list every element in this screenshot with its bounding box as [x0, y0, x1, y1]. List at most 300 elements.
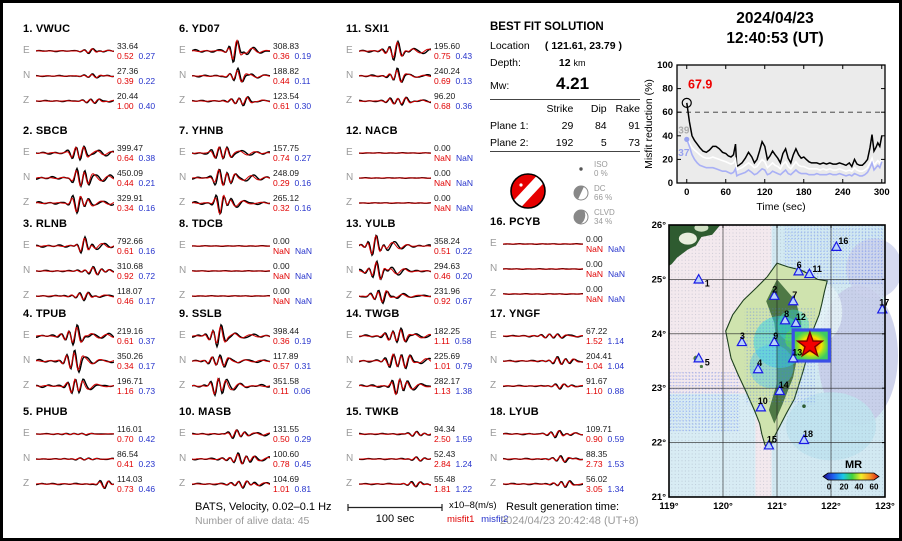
component-values — [117, 326, 155, 346]
component-values — [117, 236, 155, 256]
component-values — [273, 41, 311, 61]
station-header: 4. TPUB — [23, 308, 67, 320]
plane1-label: Plane 1: — [490, 119, 529, 132]
event-time: 12:40:53 (UT) — [726, 30, 824, 48]
amplitude-value: 195.60 — [434, 40, 460, 51]
misfit1-value: 0.61 — [273, 100, 290, 111]
waveform-plot — [192, 165, 270, 191]
waveform-plot — [192, 421, 270, 447]
svg-text:122°: 122° — [821, 501, 841, 512]
best-fit-title: BEST FIT SOLUTION — [490, 21, 604, 33]
svg-text:123°: 123° — [875, 501, 895, 512]
component-values — [434, 66, 472, 86]
misfit2-value: 0.19 — [294, 335, 312, 346]
component-row-e — [179, 323, 311, 348]
component-label: N — [179, 355, 187, 366]
misfit2-value: 0.37 — [138, 335, 156, 346]
station-header: 10. MASB — [179, 406, 232, 418]
event-date: 2024/04/23 — [736, 10, 814, 27]
annotation-37: 37 — [678, 147, 690, 159]
amplitude-value: 88.35 — [586, 448, 608, 459]
misfit1-value: NaN — [434, 177, 452, 188]
svg-text:0: 0 — [667, 178, 673, 189]
misfit1-value: 0.36 — [273, 50, 290, 61]
amplitude-value: 0.00 — [273, 260, 290, 271]
amplitude-value: 225.69 — [434, 350, 460, 361]
station-panel-pcyb — [490, 216, 625, 306]
misfit1-value: NaN — [586, 243, 604, 254]
component-label: N — [179, 172, 187, 183]
component-values — [273, 326, 311, 346]
amplitude-value: 350.26 — [117, 350, 143, 361]
component-values — [117, 261, 155, 281]
misfit2-legend: misfit2 — [481, 514, 509, 525]
component-values — [117, 168, 155, 188]
misfit2-value: 0.27 — [294, 152, 312, 163]
misfit2-value: 0.81 — [294, 483, 312, 494]
misfit2-value: 1.24 — [455, 458, 473, 469]
misfit1-value: 0.11 — [273, 385, 289, 396]
component-row-e — [23, 421, 155, 446]
misfit1-value: 0.36 — [273, 335, 290, 346]
component-label: E — [346, 428, 353, 439]
component-values — [434, 261, 472, 281]
component-label: Z — [346, 290, 353, 301]
component-values — [434, 91, 472, 111]
waveform-plot — [36, 471, 114, 497]
station-panel-yd07 — [179, 23, 311, 113]
misfit2-value: 0.06 — [293, 385, 311, 396]
component-label: E — [490, 330, 497, 341]
dc-label: DC — [594, 184, 606, 193]
amplitude-value: 219.16 — [117, 325, 143, 336]
station-panel-rlnb — [23, 218, 155, 308]
component-values — [586, 284, 625, 304]
component-values — [434, 474, 472, 494]
event-datetime-title — [651, 9, 899, 49]
component-label: E — [490, 238, 497, 249]
station-header: 17. YNGF — [490, 308, 541, 320]
amplitude-value: 157.75 — [273, 142, 299, 153]
component-row-e — [490, 231, 625, 256]
component-values — [434, 168, 473, 188]
mr-colorbar — [823, 473, 879, 480]
component-label: N — [23, 355, 31, 366]
misfit1-value: 0.61 — [117, 335, 134, 346]
misfit2-value: NaN — [295, 295, 313, 306]
misfit1-value: 0.68 — [434, 100, 451, 111]
component-label: Z — [23, 478, 30, 489]
dc-pct: 66 % — [594, 193, 613, 202]
component-values — [273, 474, 311, 494]
station-header: 15. TWKB — [346, 406, 399, 418]
result-time-label: Result generation time: — [506, 501, 620, 513]
misfit2-value: 0.16 — [138, 202, 156, 213]
component-values — [586, 474, 624, 494]
strike-header: Strike — [546, 102, 574, 115]
misfit1-value: 1.01 — [434, 360, 451, 371]
annotation-67.9: 67.9 — [688, 77, 713, 92]
component-row-z — [179, 283, 312, 308]
misfit2-value: 0.38 — [138, 152, 156, 163]
component-row-n — [346, 258, 472, 283]
y-axis-label: Misfit reduction (%) — [643, 79, 655, 169]
station-header: 5. PHUB — [23, 406, 68, 418]
component-row-e — [179, 140, 311, 165]
mw-label: Mw: — [490, 80, 510, 92]
misfit2-value: NaN — [456, 177, 474, 188]
waveform-plot — [503, 421, 583, 447]
waveform-plot — [192, 258, 270, 284]
misfit1-value: 0.44 — [117, 177, 134, 188]
x-axis-label: Time (sec) — [756, 201, 806, 213]
component-row-n — [490, 256, 625, 281]
misfit1-value: 2.73 — [586, 458, 603, 469]
svg-text:25°: 25° — [651, 274, 666, 286]
component-row-z — [23, 373, 155, 398]
component-label: N — [490, 355, 498, 366]
waveform-plot — [36, 233, 114, 259]
component-row-z — [490, 471, 624, 496]
amplitude-value: 399.47 — [117, 142, 143, 153]
misfit2-value: 0.13 — [455, 75, 473, 86]
misfit2-value: 0.72 — [138, 270, 156, 281]
waveform-plot — [503, 256, 583, 282]
component-values — [117, 91, 155, 111]
misfit1-value: 1.00 — [117, 100, 134, 111]
misfit2-value: 0.30 — [294, 100, 312, 111]
amplitude-value: 308.83 — [273, 40, 299, 51]
component-values — [273, 236, 312, 256]
component-label: E — [23, 240, 30, 251]
waveform-plot — [503, 348, 583, 374]
component-label: Z — [490, 478, 497, 489]
iso-item — [572, 157, 615, 181]
station-header: 18. LYUB — [490, 406, 539, 418]
waveform-plot — [36, 63, 114, 89]
component-label: Z — [179, 290, 186, 301]
station-panel-sxi1 — [346, 23, 472, 113]
component-row-z — [23, 88, 155, 113]
nodal-plane-table — [490, 99, 640, 152]
component-values — [117, 474, 155, 494]
waveform-plot — [359, 373, 431, 399]
misfit1-value: 0.92 — [117, 270, 134, 281]
waveform-plot — [36, 421, 114, 447]
component-label: N — [179, 265, 187, 276]
component-values — [273, 424, 311, 444]
amplitude-value: 109.71 — [586, 423, 612, 434]
misfit2-value: 0.59 — [607, 433, 625, 444]
misfit2-value: NaN — [295, 245, 313, 256]
misfit1-value: NaN — [586, 293, 604, 304]
waveform-plot — [192, 373, 270, 399]
component-label: N — [23, 70, 31, 81]
svg-text:0: 0 — [826, 482, 832, 492]
component-label: N — [346, 453, 354, 464]
misfit2-value: 1.53 — [607, 458, 625, 469]
misfit1-value: 0.64 — [117, 152, 134, 163]
misfit1-value: 0.41 — [117, 458, 134, 469]
svg-text:23°: 23° — [651, 383, 666, 395]
misfit2-value: 0.42 — [138, 433, 156, 444]
misfit1-value: NaN — [434, 152, 452, 163]
waveform-plot — [503, 231, 583, 257]
result-time-value: 2024/04/23 20:42:48 (UT+8) — [500, 515, 639, 527]
component-label: E — [179, 45, 186, 56]
waveform-plot — [359, 421, 431, 447]
clvd-label: CLVD — [594, 208, 615, 217]
clvd-icon — [572, 208, 590, 226]
component-label: E — [23, 428, 30, 439]
component-label: E — [179, 147, 186, 158]
amplitude-value: 0.00 — [434, 192, 451, 203]
component-values — [273, 91, 311, 111]
amplitude-value: 86.54 — [117, 448, 139, 459]
misfit1-value: 0.90 — [586, 433, 603, 444]
component-row-e — [346, 140, 473, 165]
station-header: 3. RLNB — [23, 218, 68, 230]
component-label: Z — [23, 197, 30, 208]
component-row-e — [346, 323, 472, 348]
amplitude-value: 248.09 — [273, 167, 299, 178]
waveform-plot — [503, 373, 583, 399]
third-start-marker — [684, 137, 689, 142]
component-row-n — [23, 446, 155, 471]
waveform-plot — [503, 281, 583, 307]
misfit2-value: NaN — [608, 243, 626, 254]
misfit2-value: NaN — [608, 268, 626, 279]
station-panel-nacb — [346, 125, 473, 215]
component-label: N — [23, 172, 31, 183]
amplitude-value: 0.00 — [434, 167, 451, 178]
component-values — [273, 193, 311, 213]
component-row-e — [179, 421, 311, 446]
amplitude-value: 0.00 — [586, 283, 603, 294]
component-values — [117, 376, 155, 396]
svg-text:26°: 26° — [651, 220, 666, 231]
amplitude-value: 94.34 — [434, 423, 456, 434]
map-station-label-3: 3 — [739, 330, 745, 341]
amplitude-value: 33.64 — [117, 40, 139, 51]
amplitude-value: 67.22 — [586, 325, 608, 336]
amplitude-value: 265.12 — [273, 192, 299, 203]
misfit2-value: 1.34 — [607, 483, 625, 494]
annotation-39: 39 — [678, 125, 690, 137]
amplitude-value: 398.44 — [273, 325, 299, 336]
svg-text:60: 60 — [720, 187, 732, 198]
waveform-plot — [359, 323, 431, 349]
svg-text:60: 60 — [662, 107, 673, 119]
component-label: N — [346, 265, 354, 276]
component-row-n — [23, 63, 155, 88]
component-row-n — [23, 258, 155, 283]
misfit1-value: 1.13 — [434, 385, 451, 396]
misfit1-value: 0.34 — [117, 202, 134, 213]
misfit1-value: 0.29 — [273, 177, 290, 188]
component-label: E — [179, 428, 186, 439]
component-row-z — [346, 471, 472, 496]
amplitude-value: 55.48 — [434, 473, 456, 484]
component-values — [586, 376, 624, 396]
component-row-n — [490, 348, 624, 373]
amplitude-value: 231.96 — [434, 285, 460, 296]
misfit1-value: 1.16 — [117, 385, 134, 396]
component-values — [586, 424, 624, 444]
component-label: E — [179, 330, 186, 341]
component-values — [273, 168, 311, 188]
waveform-plot — [359, 348, 431, 374]
misfit2-value: NaN — [456, 202, 474, 213]
misfit2-value: 0.31 — [294, 360, 312, 371]
station-panel-yulb — [346, 218, 472, 308]
amplitude-value: 0.00 — [586, 258, 603, 269]
misfit2-value: NaN — [456, 152, 474, 163]
amplitude-value: 204.41 — [586, 350, 612, 361]
misfit1-value: NaN — [273, 245, 291, 256]
component-label: Z — [346, 197, 353, 208]
component-label: E — [23, 45, 30, 56]
component-row-n — [346, 165, 473, 190]
amplitude-value: 450.09 — [117, 167, 143, 178]
depth-unit: km — [573, 58, 586, 68]
misfit2-value: 0.40 — [138, 100, 156, 111]
misfit1-value: 0.70 — [117, 433, 134, 444]
waveform-plot — [192, 471, 270, 497]
waveform-plot — [192, 140, 270, 166]
waveform-plot — [192, 233, 270, 259]
component-row-z — [179, 471, 311, 496]
component-values — [434, 236, 472, 256]
amplitude-value: 123.54 — [273, 90, 299, 101]
component-label: E — [23, 330, 30, 341]
component-row-e — [179, 38, 311, 63]
component-row-n — [179, 348, 311, 373]
scalebar-label: 100 sec — [375, 513, 415, 525]
waveform-plot — [359, 446, 431, 472]
component-label: E — [346, 147, 353, 158]
station-header: 2. SBCB — [23, 125, 68, 137]
component-row-z — [346, 283, 472, 308]
component-label: N — [346, 70, 354, 81]
misfit2-value: 0.67 — [455, 295, 473, 306]
component-row-z — [23, 190, 155, 215]
amplitude-value: 117.89 — [273, 350, 299, 361]
component-row-z — [179, 88, 311, 113]
map-station-label-10: 10 — [757, 396, 768, 407]
component-label: N — [179, 453, 187, 464]
iso-icon — [572, 160, 590, 178]
station-panel-tpub — [23, 308, 155, 398]
misfit2-value: 0.16 — [294, 202, 312, 213]
component-label: E — [23, 147, 30, 158]
misfit1-value: 0.57 — [273, 360, 290, 371]
misfit2-value: 0.58 — [454, 335, 472, 346]
component-values — [586, 326, 624, 346]
misfit1-value: 1.04 — [586, 360, 603, 371]
component-label: E — [346, 45, 353, 56]
waveform-plot — [192, 63, 270, 89]
station-panel-phub — [23, 406, 155, 496]
plane1-rake: 91 — [628, 119, 640, 132]
dc-item — [572, 181, 615, 205]
amplitude-value: 0.00 — [273, 235, 290, 246]
plane1-dip: 84 — [594, 119, 607, 132]
component-values — [586, 259, 625, 279]
waveform-plot — [359, 38, 431, 64]
amplitude-value: 351.58 — [273, 375, 299, 386]
misfit2-value: 1.59 — [455, 433, 473, 444]
component-label: Z — [179, 478, 186, 489]
svg-text:21°: 21° — [651, 492, 666, 503]
waveform-plot — [503, 471, 583, 497]
svg-text:40: 40 — [854, 482, 864, 492]
misfit2-value: 1.22 — [455, 483, 473, 494]
misfit1-value: 0.92 — [434, 295, 451, 306]
svg-text:20: 20 — [662, 154, 673, 166]
svg-text:300: 300 — [873, 187, 890, 198]
station-header: 7. YHNB — [179, 125, 224, 137]
component-label: Z — [346, 380, 353, 391]
misfit2-value: 0.11 — [294, 75, 311, 86]
map-station-label-12: 12 — [795, 311, 806, 322]
t-axis-dot — [532, 194, 535, 197]
amplitude-value: 100.60 — [273, 448, 299, 459]
misfit1-value: 0.44 — [273, 75, 290, 86]
amplitude-value: 282.17 — [434, 375, 460, 386]
station-panel-sbcb — [23, 125, 155, 215]
waveform-plot — [192, 283, 270, 309]
component-row-z — [490, 281, 625, 306]
misfit1-value: 1.10 — [586, 385, 603, 396]
misfit2-value: NaN — [608, 293, 626, 304]
component-label: E — [346, 330, 353, 341]
component-row-z — [346, 373, 472, 398]
misfit1-value: 0.61 — [117, 245, 134, 256]
component-row-z — [179, 190, 311, 215]
svg-text:24°: 24° — [651, 328, 666, 340]
location-label: Location — [490, 40, 530, 52]
waveform-plot — [36, 190, 114, 216]
misfit2-value: 0.36 — [455, 100, 473, 111]
magnitude-row — [490, 74, 646, 94]
misfit2-value: 0.45 — [294, 458, 312, 469]
amplitude-value: 27.36 — [117, 65, 139, 76]
amplitude-value: 0.00 — [586, 233, 603, 244]
amplitude-value: 0.00 — [273, 285, 290, 296]
component-label: N — [346, 355, 354, 366]
component-values — [117, 351, 155, 371]
waveform-plot — [359, 283, 431, 309]
component-values — [586, 234, 625, 254]
clvd-item — [572, 205, 615, 229]
misfit1-value: 0.32 — [273, 202, 290, 213]
component-values — [273, 66, 310, 86]
component-row-e — [346, 233, 472, 258]
map-station-label-1: 1 — [704, 278, 710, 289]
station-panel-lyub — [490, 406, 624, 496]
waveform-plot — [192, 446, 270, 472]
depth-row — [490, 57, 646, 69]
component-row-n — [346, 446, 472, 471]
waveform-plot — [36, 140, 114, 166]
station-header: 6. YD07 — [179, 23, 220, 35]
alive-data-caption: Number of alive data: 45 — [195, 515, 310, 527]
component-row-e — [23, 38, 155, 63]
misfit2-value: 0.23 — [138, 458, 156, 469]
component-row-e — [179, 233, 312, 258]
svg-text:120: 120 — [756, 187, 773, 198]
